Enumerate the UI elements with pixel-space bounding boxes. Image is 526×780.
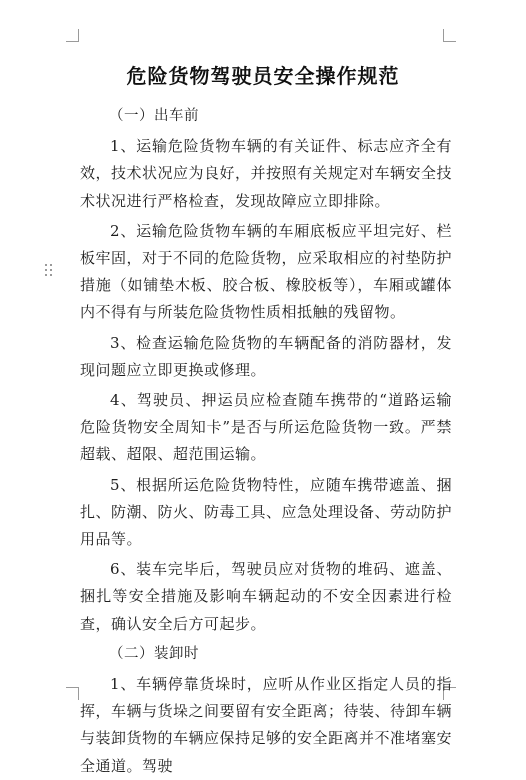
paragraph-drag-handle-icon[interactable] [44, 263, 54, 279]
paragraph: 3、检查运输危险货物的车辆配备的消防器材，发现问题应立即更换或修理。 [80, 333, 452, 379]
document-title: 危险货物驾驶员安全操作规范 [126, 64, 400, 88]
crop-mark-bottom-left [66, 687, 79, 700]
paragraph: 1、运输危险货物车辆的有关证件、标志应齐全有效，技术状况应为良好，并按照有关规定对车辆安全技术状况进行严格检查，发现故障应立即排除。 [80, 137, 453, 210]
paragraph: 2、运输危险货物车辆的车厢底板应平坦完好、栏板牢固，对于不同的危险货物，应采取相应的衬垫防护措施（如铺垫木板、胶合板、橡胶板等），车厢或罐体内不得有与所装危险货物性质相抵触的残留物。 [80, 221, 453, 322]
crop-mark-top-right [443, 29, 456, 42]
section-heading-before-departure: （一）出车前 [109, 108, 199, 124]
paragraph: 4、驾驶员、押运员应检查随车携带的“道路运输危险货物安全周知卡”是否与所运危险货物一致。严禁超载、超限、超范围运输。 [80, 391, 452, 464]
paragraph: 5、根据所运危险货物特性，应随车携带遮盖、捆扎、防潮、防火、防毒工具、应急处理设备、劳动防护用品等。 [80, 475, 453, 549]
paragraph: 6、装车完毕后，驾驶员应对货物的堆码、遮盖、捆扎等安全措施及影响车辆起动的不安全因素进行检查，确认安全后方可起步。 [80, 560, 452, 633]
paragraph: 1、车辆停靠货垛时，应听从作业区指定人员的指挥，车辆与货垛之间要留有安全距离；待装、待卸车辆与装卸货物的车辆应保持足够的安全距离并不准堵塞安全通道。驾驶 [80, 675, 453, 775]
section-heading-loading: （二）装卸时 [109, 645, 199, 662]
crop-mark-top-left [66, 29, 79, 42]
document-body [80, 103, 452, 780]
